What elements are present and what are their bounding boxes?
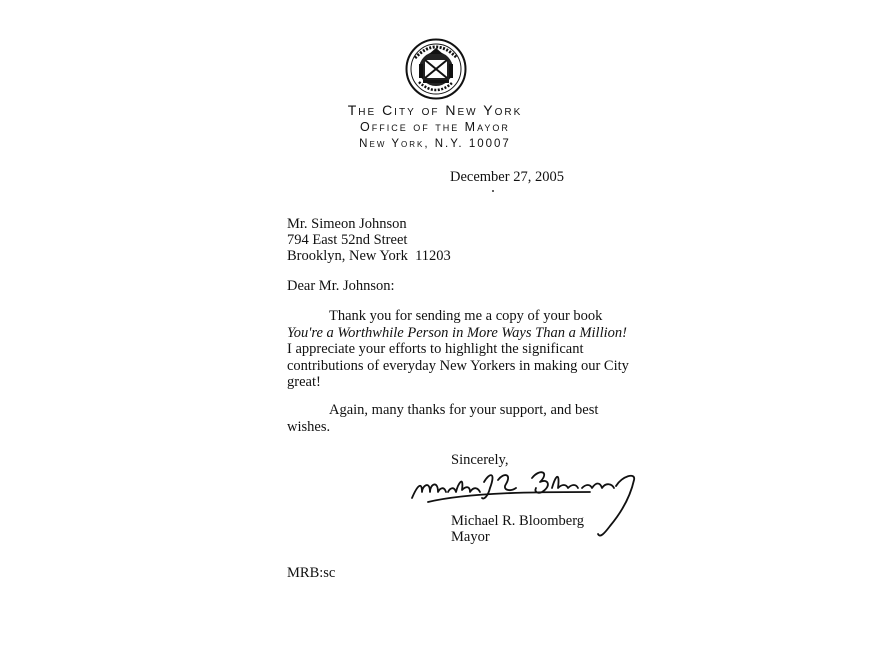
signatory-title: Mayor (451, 529, 490, 545)
recipient-street: 794 East 52nd Street (287, 232, 408, 248)
paragraph-2-text: Again, many thanks for your support, and best wishes. (287, 402, 599, 435)
letter-date: December 27, 2005 (450, 169, 564, 185)
closing: Sincerely, (451, 452, 509, 468)
body-paragraph-2 (287, 402, 607, 436)
reference-initials: MRB:sc (287, 565, 336, 581)
salutation: Dear Mr. Johnson: (287, 278, 395, 294)
scan-speck (492, 190, 494, 192)
city-seal-icon (405, 38, 467, 100)
signatory-block (451, 513, 584, 545)
recipient-name: Mr. Simeon Johnson (287, 216, 407, 232)
paragraph-1-rest: I appreciate your efforts to highlight the significant contributions of everyday New Yorkers in making our City great! (287, 341, 629, 390)
letterhead-office: Office of the Mayor (360, 120, 510, 134)
letterhead-city: The City of New York (347, 102, 523, 118)
recipient-address (287, 216, 451, 264)
recipient-city: Brooklyn, New York 11203 (287, 248, 451, 264)
letterhead-address: New York, N.Y. 10007 (359, 138, 511, 150)
letterhead (330, 102, 540, 153)
body-paragraph-1 (287, 308, 632, 391)
paragraph-1-intro: Thank you for sending me a copy of your book (329, 308, 603, 324)
book-title: You're a Worthwhile Person in More Ways Than a Million! (287, 324, 627, 341)
signatory-name: Michael R. Bloomberg (451, 513, 585, 529)
